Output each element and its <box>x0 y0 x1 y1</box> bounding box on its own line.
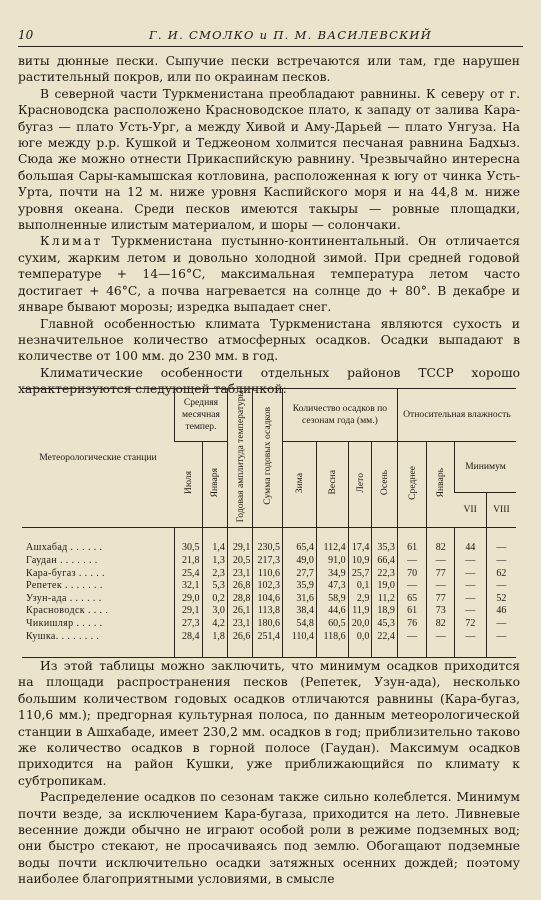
humidity-jan-header: Январь <box>427 442 455 528</box>
table-row <box>22 605 516 618</box>
table-row <box>22 593 516 606</box>
value-cell: 30,5 <box>174 542 202 555</box>
value-cell: 76 <box>397 618 427 631</box>
value-cell: — <box>397 631 427 644</box>
value-cell: 17,4 <box>348 542 372 555</box>
value-cell: 104,6 <box>253 593 283 606</box>
value-cell: — <box>455 568 487 581</box>
value-cell: 26,1 <box>227 605 252 618</box>
value-cell: 11,9 <box>348 605 372 618</box>
amplitude-header: Годовая амплитуда температуры <box>227 389 252 528</box>
vii-header: VII <box>455 492 487 528</box>
value-cell: 112,4 <box>316 542 348 555</box>
paragraph-text: Туркменистана пустынно-континентальный. Он отличается сухим, жарким летом и довольно холодной зимой. При средней годовой температуре + 14—16°С, максимальная температура летом часто достигает + 46°С, а почва нагревается на солнце до + 80°. В декабре и январе бывают морозы; изредка выпадает снег. <box>18 234 520 315</box>
value-cell: 29,1 <box>174 605 202 618</box>
value-cell: 82 <box>427 542 455 555</box>
value-cell: 23,1 <box>227 618 252 631</box>
station-name-cell: Кара-бугаз . . . . . <box>26 567 105 579</box>
value-cell: 180,6 <box>253 618 283 631</box>
minimum-header: Минимум <box>455 442 517 493</box>
value-cell: 3,0 <box>202 605 227 618</box>
value-cell: — <box>427 631 455 644</box>
table-row <box>22 542 516 555</box>
value-cell: 65,4 <box>282 542 316 555</box>
value-cell: — <box>486 542 516 555</box>
value-cell: 28,8 <box>227 593 252 606</box>
value-cell: 61 <box>397 542 427 555</box>
value-cell: 82 <box>427 618 455 631</box>
page-number: 10 <box>18 28 34 42</box>
value-cell: 27,3 <box>174 618 202 631</box>
value-cell: 26,8 <box>227 580 252 593</box>
precip-header: Количество осадков по сезонам года (мм.) <box>282 389 397 442</box>
value-cell: 28,4 <box>174 631 202 644</box>
jan-temp-header: Января <box>202 442 227 528</box>
paragraph: Распределение осадков по сезонам также сильно колеблется. Минимум почти везде, за исключением Кара-бугаза, приходится на лето. Ливневые весенние дожди обычно не играют особой роли в режиме подземных вод; они быстро стекают, не просачиваясь под землю. Обогащают подземные воды почти исключительно осадки затяжных осенних дождей; поэтому наиболее благоприятными условиями, в смысле <box>18 790 520 887</box>
value-cell: 58,9 <box>316 593 348 606</box>
july-temp-header: Июля <box>174 442 202 528</box>
paragraph <box>18 233 520 315</box>
station-name-cell: Красноводск . . . . <box>26 605 109 617</box>
value-cell: 2,3 <box>202 568 227 581</box>
value-cell: 0,1 <box>348 580 372 593</box>
value-cell: — <box>486 631 516 644</box>
value-cell: 54,8 <box>282 618 316 631</box>
value-cell: 1,8 <box>202 631 227 644</box>
value-cell: — <box>455 605 487 618</box>
value-cell: 91,0 <box>316 555 348 568</box>
value-cell: 35,9 <box>282 580 316 593</box>
value-cell: 251,4 <box>253 631 283 644</box>
value-cell: 44 <box>455 542 487 555</box>
value-cell: 32,1 <box>174 580 202 593</box>
station-name-cell: Гаудан . . . . . . . <box>26 554 98 566</box>
value-cell: 0,0 <box>348 631 372 644</box>
value-cell: — <box>455 580 487 593</box>
value-cell: 66,4 <box>372 555 397 568</box>
value-cell: 72 <box>455 618 487 631</box>
table-row <box>22 555 516 568</box>
value-cell: 25,4 <box>174 568 202 581</box>
value-cell: 77 <box>427 568 455 581</box>
paragraph: Климатические особенности отдельных районов ТССР хорошо характеризуются следующей табличкой: <box>18 365 520 397</box>
value-cell: — <box>455 555 487 568</box>
value-cell: 38,4 <box>282 605 316 618</box>
station-name-cell: Узун-ада . . . . . . <box>26 592 102 604</box>
value-cell: 1,4 <box>202 542 227 555</box>
value-cell: — <box>486 555 516 568</box>
climate-word: Климат <box>40 234 103 249</box>
table-row <box>22 618 516 631</box>
value-cell: 19,0 <box>372 580 397 593</box>
value-cell: 110,6 <box>253 568 283 581</box>
value-cell: 0,2 <box>202 593 227 606</box>
value-cell: 61 <box>397 605 427 618</box>
value-cell: — <box>455 631 487 644</box>
value-cell: 113,8 <box>253 605 283 618</box>
value-cell: 65 <box>397 593 427 606</box>
page-header <box>18 28 523 44</box>
value-cell: 60,5 <box>316 618 348 631</box>
value-cell: 47,3 <box>316 580 348 593</box>
value-cell: 62 <box>486 568 516 581</box>
value-cell: 22,3 <box>372 568 397 581</box>
value-cell: 4,2 <box>202 618 227 631</box>
value-cell: 11,2 <box>372 593 397 606</box>
station-name-cell: Кушка. . . . . . . . <box>26 630 100 642</box>
value-cell: 29,1 <box>227 542 252 555</box>
value-cell: 1,3 <box>202 555 227 568</box>
paragraph: виты дюнные пески. Сыпучие пески встречаются или там, где нарушен растительный покров, или по окраинам песков. <box>18 54 520 85</box>
autumn-header: Осень <box>372 442 397 528</box>
value-cell: 27,7 <box>282 568 316 581</box>
text-block-top <box>18 53 520 398</box>
text-block-bottom <box>18 658 520 888</box>
header-rule <box>18 46 523 47</box>
value-cell: 25,7 <box>348 568 372 581</box>
value-cell: 118,6 <box>316 631 348 644</box>
value-cell: — <box>486 618 516 631</box>
value-cell: 31,6 <box>282 593 316 606</box>
value-cell: — <box>486 580 516 593</box>
station-name-cell: Репетек . . . . . . . <box>26 580 103 592</box>
table-row <box>22 580 516 593</box>
climate-table-wrapper <box>22 388 516 658</box>
value-cell: 29,0 <box>174 593 202 606</box>
value-cell: 20,0 <box>348 618 372 631</box>
value-cell: — <box>397 555 427 568</box>
value-cell: 102,3 <box>253 580 283 593</box>
value-cell: 44,6 <box>316 605 348 618</box>
station-name-cell: Ашхабад . . . . . . <box>26 542 103 554</box>
value-cell: 49,0 <box>282 555 316 568</box>
value-cell: 26,6 <box>227 631 252 644</box>
table-row <box>22 631 516 644</box>
paragraph: Из этой таблицы можно заключить, что минимум осадков приходится на площади распространения песков (Репетек, Узун-ада), несколько большим количеством годовых осадков отличаются равнины (Кара-бугаз, 110,6 мм.); предгорная культурная полоса, по данным метеорологической станции в Ашхабаде, имеет 230,2 мм. осадков в год; приблизительно таково же количество осадков в горной полосе (Гаудан). Максимум осадков приходится на район Кушки, уже приближающийся по климату к субтропикам. <box>18 659 520 788</box>
temp-header: Средняя месячная темпер. <box>174 389 227 442</box>
value-cell: — <box>427 580 455 593</box>
value-cell: 34,9 <box>316 568 348 581</box>
spring-header: Весна <box>316 442 348 528</box>
value-cell: 20,5 <box>227 555 252 568</box>
value-cell: — <box>427 555 455 568</box>
value-cell: 217,3 <box>253 555 283 568</box>
humidity-mean-header: Среднее <box>397 442 427 528</box>
value-cell: 73 <box>427 605 455 618</box>
value-cell: 18,9 <box>372 605 397 618</box>
climate-table <box>22 388 516 658</box>
value-cell: — <box>397 580 427 593</box>
humidity-header: Относительная влажность <box>397 389 516 442</box>
value-cell: 23,1 <box>227 568 252 581</box>
value-cell: 46 <box>486 605 516 618</box>
value-cell: 21,8 <box>174 555 202 568</box>
sum-header: Сумма годовых осадков <box>253 389 283 528</box>
paragraph: В северной части Туркменистана преобладают равнины. К северу от г. Красноводска расположено Красноводское плато, к западу от залива Кара-бугаз — плато Усть-Ург, а между Хивой и Аму-Дарьей — плато Унгуза. На юге между р.р. Кушкой и Теджеоном холмится песчаная равнина Бадхыз. Сюда же можно отнести Прикаспийскую равнину. Чрезвычайно интересна большая Сары-камышская котловина, расположенная к югу от чинка Усть-Урта, почти на 12 м. ниже уровня Каспийского моря и на 44,8 м. ниже уровня океана. Среди песков имеются такыры — ровные площадки, выполненные илистым материалом, и шоры — солончаки. <box>18 86 520 233</box>
viii-header: VIII <box>486 492 516 528</box>
value-cell: 2,9 <box>348 593 372 606</box>
summer-header: Лето <box>348 442 372 528</box>
value-cell: 70 <box>397 568 427 581</box>
value-cell: 35,3 <box>372 542 397 555</box>
running-title: Г. И. СМОЛКО и П. М. ВАСИЛЕВСКИЙ <box>148 28 433 42</box>
value-cell: 230,5 <box>253 542 283 555</box>
station-name-cell: Чикишляр . . . . . <box>26 617 103 629</box>
value-cell: 77 <box>427 593 455 606</box>
value-cell: 45,3 <box>372 618 397 631</box>
value-cell: 110,4 <box>282 631 316 644</box>
value-cell: — <box>455 593 487 606</box>
winter-header: Зима <box>282 442 316 528</box>
value-cell: 22,4 <box>372 631 397 644</box>
value-cell: 52 <box>486 593 516 606</box>
station-header: Метеорологические станции <box>22 389 174 528</box>
value-cell: 10,9 <box>348 555 372 568</box>
value-cell: 5,3 <box>202 580 227 593</box>
table-row <box>22 568 516 581</box>
paragraph: Главной особенностью климата Туркменистана являются сухость и незначительное количество атмосферных осадков. Осадки выпадают в количестве от 100 мм. до 230 мм. в год. <box>18 316 520 364</box>
